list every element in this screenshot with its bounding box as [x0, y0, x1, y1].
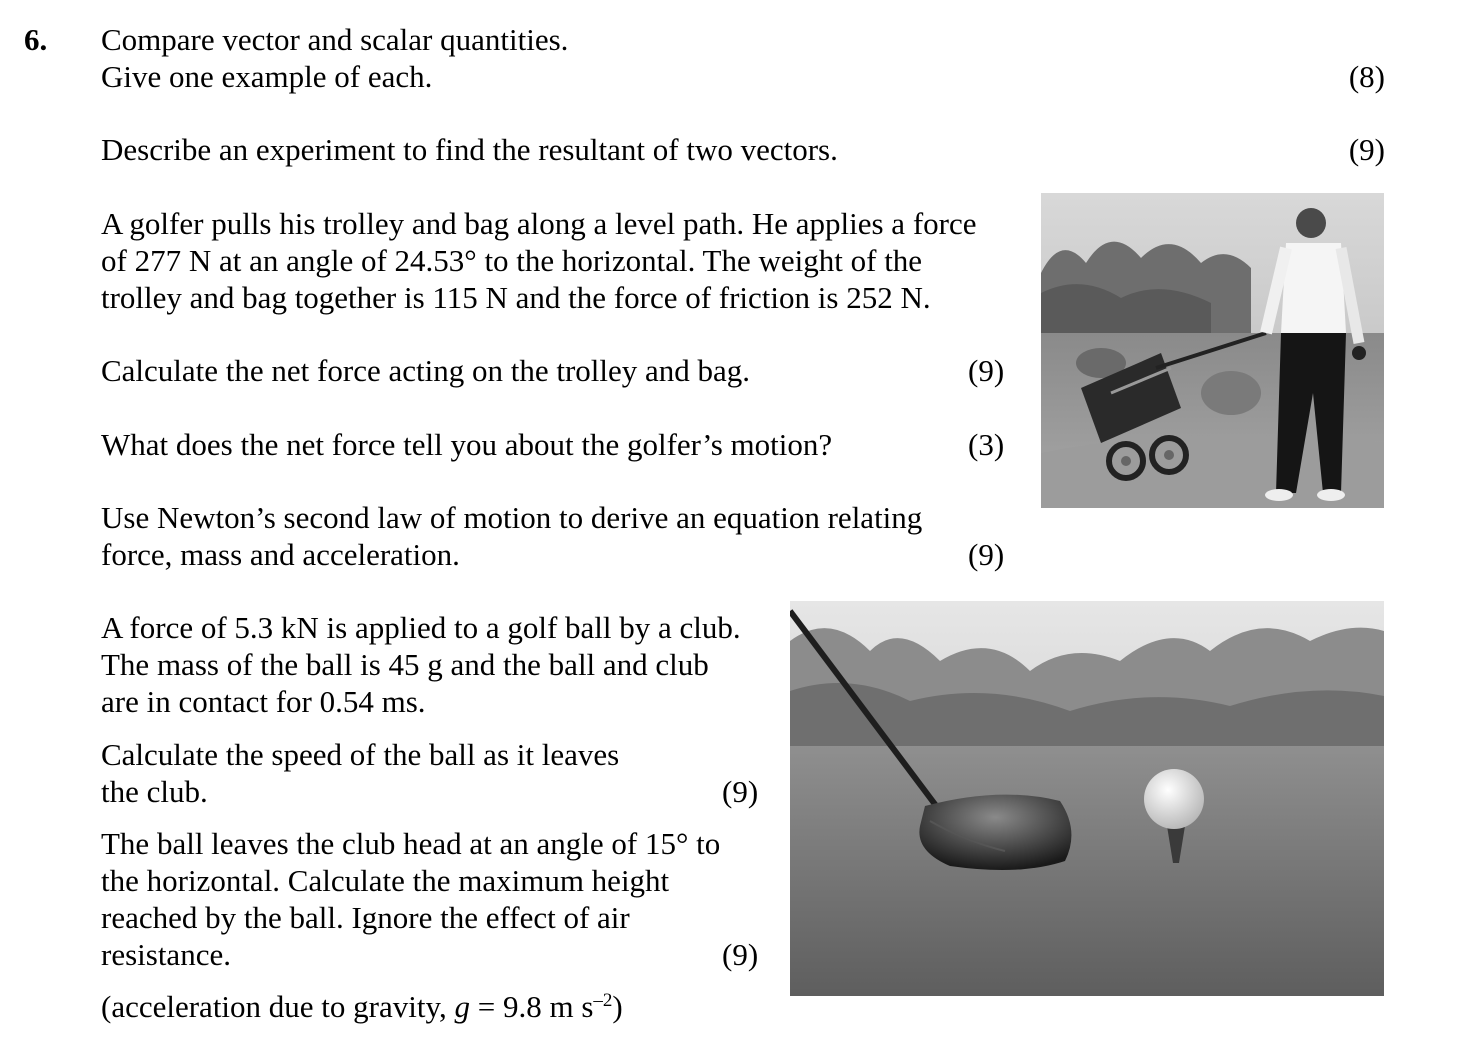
- speed-line-1: Calculate the speed of the ball as it leaves: [101, 737, 620, 772]
- net-force-marks: (9): [968, 353, 1005, 388]
- gravity-exponent: –2: [593, 990, 613, 1011]
- gravity-prefix: (acceleration due to gravity,: [101, 989, 455, 1024]
- club-ball-photo: [790, 601, 1384, 996]
- ball-line-2: The mass of the ball is 45 g and the ball and club: [101, 647, 709, 682]
- compare-marks: (8): [1348, 59, 1385, 94]
- height-line-4: resistance.: [101, 937, 231, 972]
- height-line-2: the horizontal. Calculate the maximum height: [101, 863, 670, 898]
- height-marks: (9): [722, 937, 759, 972]
- golfer-line-1: A golfer pulls his trolley and bag along a level path. He applies a force: [101, 206, 977, 241]
- experiment-text: Describe an experiment to find the resultant of two vectors.: [101, 132, 838, 167]
- height-line-1: The ball leaves the club head at an angle of 15° to: [101, 826, 721, 861]
- gravity-note: [101, 988, 623, 1025]
- gravity-suffix: ): [612, 989, 623, 1024]
- speed-line-2: the club.: [101, 774, 208, 809]
- net-force-text: Calculate the net force acting on the trolley and bag.: [101, 353, 751, 388]
- speed-marks: (9): [722, 774, 759, 809]
- golfer-line-3: trolley and bag together is 115 N and the force of friction is 252 N.: [101, 280, 931, 315]
- golfer-line-2: of 277 N at an angle of 24.53° to the horizontal. The weight of the: [101, 243, 923, 278]
- newton-line-1: Use Newton’s second law of motion to derive an equation relating: [101, 500, 923, 535]
- compare-line-2: Give one example of each.: [101, 59, 433, 94]
- ball-line-3: are in contact for 0.54 ms.: [101, 684, 426, 719]
- golfer-photo: [1041, 193, 1384, 508]
- ball-line-1: A force of 5.3 kN is applied to a golf ball by a club.: [101, 610, 741, 645]
- motion-marks: (3): [968, 427, 1005, 462]
- height-line-3: reached by the ball. Ignore the effect of air: [101, 900, 630, 935]
- compare-line-1: Compare vector and scalar quantities.: [101, 22, 569, 57]
- gravity-symbol: g: [454, 989, 470, 1024]
- newton-marks: (9): [968, 537, 1005, 572]
- newton-line-2: force, mass and acceleration.: [101, 537, 460, 572]
- gravity-value: = 9.8 m s: [469, 989, 594, 1024]
- motion-text: What does the net force tell you about the golfer’s motion?: [101, 427, 833, 462]
- question-number: 6.: [24, 22, 48, 57]
- experiment-marks: (9): [1348, 132, 1385, 167]
